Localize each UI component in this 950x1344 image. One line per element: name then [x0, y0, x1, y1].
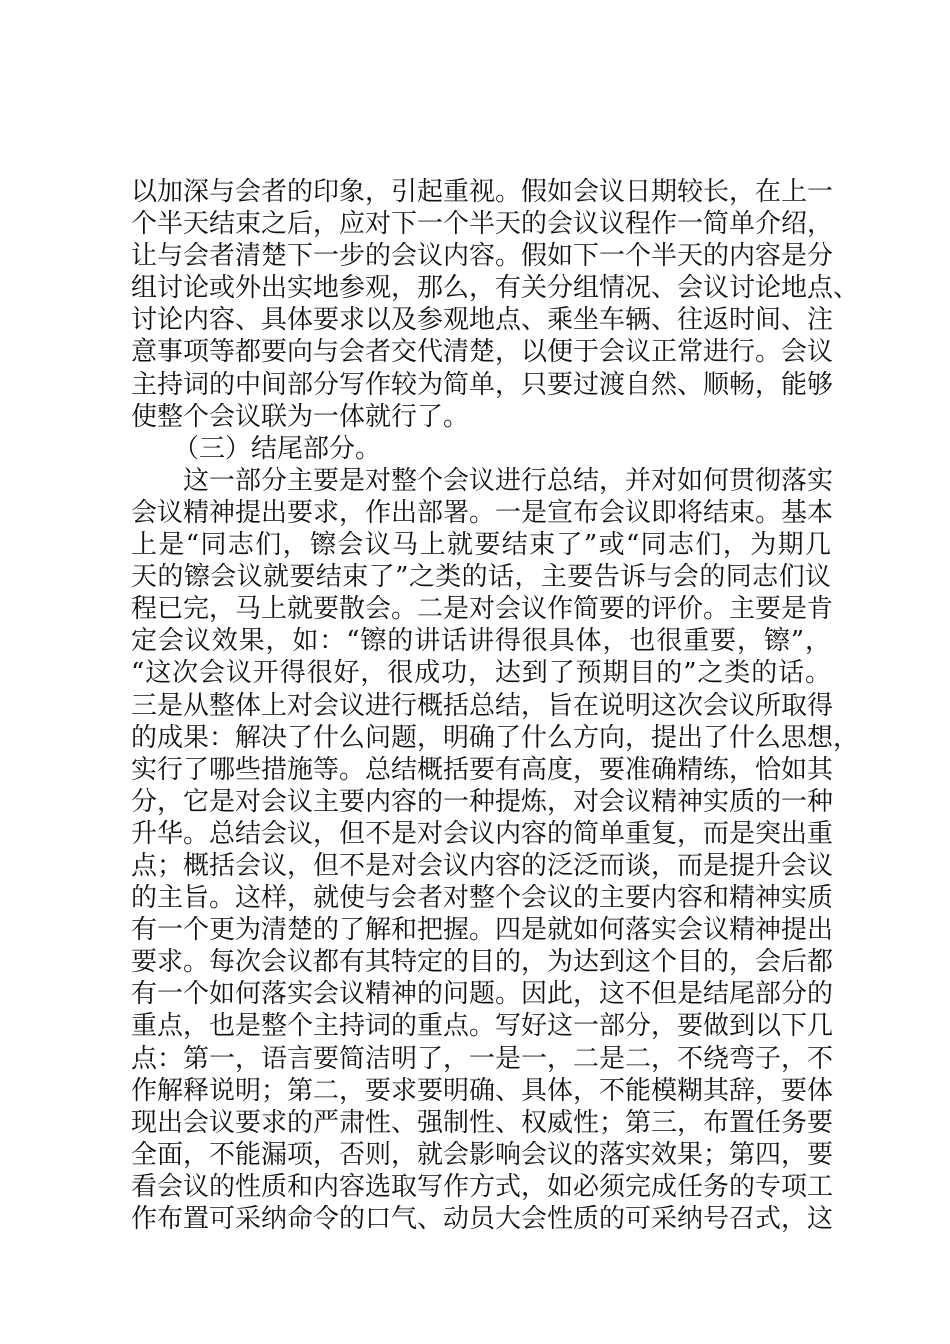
text-line: 作解释说明；第二，要求要明确、具体，不能模糊其辞，要体	[131, 1075, 834, 1106]
section-heading: （三）结尾部分。	[173, 433, 382, 464]
text-line: 程已完，马上就要散会。二是对会议作简要的评价。主要是肯	[131, 594, 834, 625]
text-line: 有一个更为清楚的了解和把握。四是就如何落实会议精神提出	[131, 915, 834, 946]
text-line: 点：第一，语言要简洁明了，一是一，二是二，不绕弯子，不	[131, 1043, 834, 1074]
text-line: 作布置可采纳命令的口气、动员大会性质的可采纳号召式，这	[131, 1204, 834, 1234]
text-line: 使整个会议联为一体就行了。	[131, 401, 470, 432]
text-line: 讨论内容、具体要求以及参观地点、乘坐车辆、往返时间、注	[131, 305, 834, 336]
text-line: 上是“同志们，镲会议马上就要结束了”或“同志们，为期几	[131, 530, 831, 561]
text-line: 意事项等都要向与会者交代清楚，以便于会议正常进行。会议	[131, 337, 834, 368]
text-line: 升华。总结会议，但不是对会议内容的简单重复，而是突出重	[131, 818, 834, 849]
text-line: 重点，也是整个主持词的重点。写好这一部分，要做到以下几	[131, 1011, 834, 1042]
text-line: 实行了哪些措施等。总结概括要有高度，要准确精练，恰如其	[131, 754, 834, 785]
text-line: 的成果：解决了什么问题，明确了什么方向，提出了什么思想，	[131, 722, 860, 753]
text-line: 看会议的性质和内容选取写作方式，如必须完成任务的专项工	[131, 1171, 834, 1202]
text-line: 三是从整体上对会议进行概括总结，旨在说明这次会议所取得	[131, 690, 834, 721]
text-line: 让与会者清楚下一步的会议内容。假如下一个半天的内容是分	[131, 241, 834, 272]
body-text	[131, 176, 860, 1235]
text-line: 个半天结束之后，应对下一个半天的会议议程作一简单介绍，	[131, 209, 834, 240]
text-line: “这次会议开得很好，很成功，达到了预期目的”之类的话。	[131, 658, 831, 689]
text-line: 会议精神提出要求，作出部署。一是宣布会议即将结束。基本	[131, 497, 834, 528]
text-line: 定会议效果，如：“镲的讲话讲得很具体，也很重要，镲”，	[131, 626, 831, 657]
text-line: 组讨论或外出实地参观，那么，有关分组情况、会议讨论地点、	[131, 273, 860, 304]
text-line: 这一部分主要是对整个会议进行总结，并对如何贯彻落实	[183, 465, 834, 496]
text-line: 天的镲会议就要结束了”之类的话，主要告诉与会的同志们议	[131, 562, 831, 593]
text-line: 分，它是对会议主要内容的一种提炼，对会议精神实质的一种	[131, 786, 834, 817]
text-line: 点；概括会议，但不是对会议内容的泛泛而谈，而是提升会议	[131, 850, 834, 881]
text-line: 要求。每次会议都有其特定的目的，为达到这个目的，会后都	[131, 947, 834, 978]
text-line: 以加深与会者的印象，引起重视。假如会议日期较长，在上一	[131, 177, 834, 207]
text-line: 全面，不能漏项，否则，就会影响会议的落实效果；第四，要	[131, 1139, 834, 1170]
text-line: 主持词的中间部分写作较为简单，只要过渡自然、顺畅，能够	[131, 369, 834, 400]
text-line: 有一个如何落实会议精神的问题。因此，这不但是结尾部分的	[131, 979, 834, 1010]
text-line: 的主旨。这样，就使与会者对整个会议的主要内容和精神实质	[131, 883, 834, 914]
text-line: 现出会议要求的严肃性、强制性、权威性；第三，布置任务要	[131, 1107, 834, 1138]
